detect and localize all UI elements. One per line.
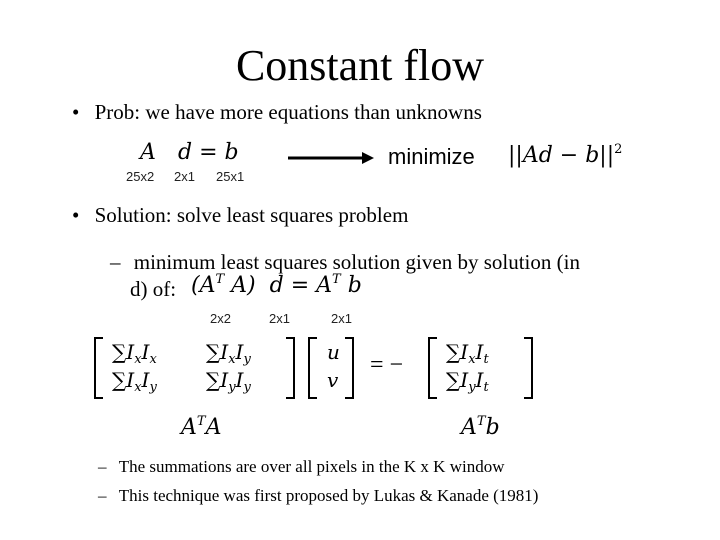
dash-marker: – (110, 250, 121, 274)
normal-equation (191, 272, 362, 298)
vector-u: u (327, 340, 340, 364)
sub-bullet-1-line-1: minimum least squares solution given by solution (in (133, 250, 580, 274)
matrix-cell-12: $\sum I_xI_y$ (206, 340, 251, 367)
sub-bullet-1-line-2: d) of: (130, 277, 177, 301)
eq1-d-eq-b: d = b (178, 140, 239, 165)
sub-bullet-3-text: This technique was first proposed by Lukas & Kanade (1981) (118, 486, 539, 505)
rhs-open-bracket (428, 337, 437, 399)
matrix-cell-11: $\sum I_xI_x$ (112, 340, 157, 367)
matrix-cell-21: $\sum I_xI_y$ (112, 368, 157, 395)
normal-eq-middle: d = A (269, 273, 333, 298)
uv-close-bracket (345, 337, 354, 399)
bullet-1-text: Prob: we have more equations than unknowns (94, 100, 482, 124)
sub-bullet-3 (98, 486, 538, 506)
implies-arrow-icon (286, 150, 376, 166)
normal-eq-lhs-sup: T (215, 272, 225, 287)
bullet-marker: • (72, 100, 80, 124)
eq1-dim-b: 25x1 (216, 169, 245, 184)
normal-eq-lhs: (A (191, 273, 216, 298)
sub-bullet-2-text: The summations are over all pixels in the K x K window (118, 457, 505, 476)
bullet-marker: • (72, 203, 80, 227)
label-ata: $A^TA$ (181, 414, 222, 440)
rhs-close-bracket (524, 337, 533, 399)
sub-bullet-2 (98, 457, 504, 477)
normal-eq-lhs-tail: A) (231, 273, 256, 298)
dash-marker: – (98, 486, 107, 505)
norm-body: ||Ad − b|| (508, 143, 615, 168)
left-matrix-open-bracket (94, 337, 103, 399)
rhs-cell-2: $\sum I_yI_t$ (446, 368, 489, 395)
normal-eq-rhs-tail: b (347, 273, 362, 298)
vector-v: v (327, 368, 339, 392)
normal-eq-dim-2: 2x1 (269, 311, 290, 326)
matrix-cell-22: $\sum I_yI_y$ (206, 368, 251, 395)
equals-minus: = − (370, 352, 404, 378)
eq1-dim-d: 2x1 (174, 169, 195, 184)
normal-eq-dim-3: 2x1 (331, 311, 352, 326)
rhs-cell-1: $\sum I_xI_t$ (446, 340, 489, 367)
dash-marker: – (98, 457, 107, 476)
bullet-1 (72, 100, 482, 125)
label-atb: $A^Tb$ (461, 414, 500, 440)
norm-expression (508, 142, 622, 168)
eq1-A: A (140, 140, 156, 165)
normal-eq-dim-1: 2x2 (210, 311, 231, 326)
left-matrix-close-bracket (286, 337, 295, 399)
bullet-2-text: Solution: solve least squares problem (94, 203, 409, 227)
normal-eq-rhs-sup: T (332, 272, 341, 287)
norm-power: 2 (614, 142, 623, 157)
uv-open-bracket (308, 337, 317, 399)
bullet-2 (72, 203, 408, 228)
slide-title: Constant flow (235, 41, 485, 90)
eq1-dim-A: 25x2 (126, 169, 155, 184)
minimize-label: minimize (388, 144, 475, 169)
